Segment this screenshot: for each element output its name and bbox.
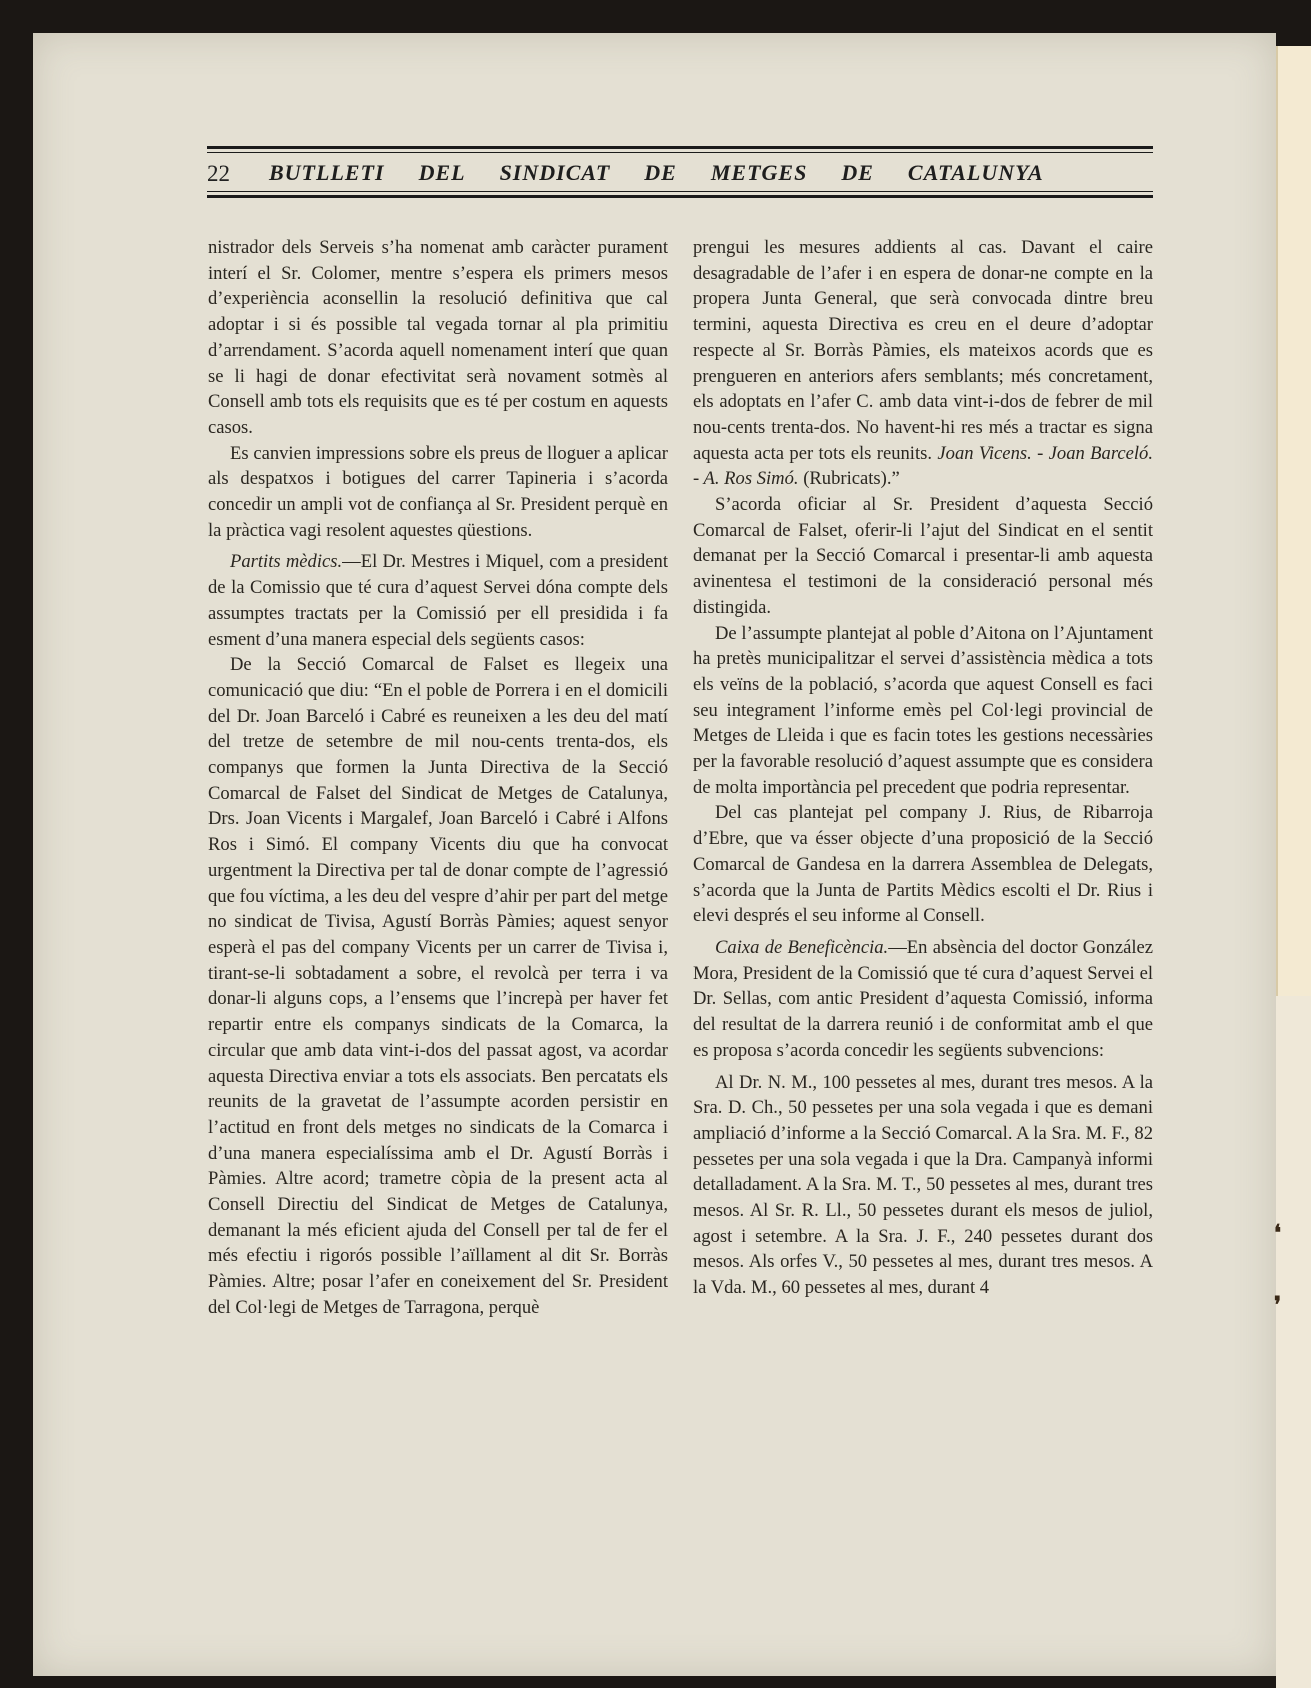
section-heading: Caixa de Beneficència. xyxy=(715,936,889,958)
title-word: SINDICAT xyxy=(499,160,611,185)
running-title xyxy=(269,160,1153,186)
right-column xyxy=(693,235,1153,1301)
margin-mark: ❛ xyxy=(1274,1220,1282,1245)
paragraph: De l’assumpte plantejat al poble d’Aitona on l’Ajuntament ha pretès municipalitzar el servei d’assistència mèdica a tots els veïns de la població, s’acorda que aquest Consell es faci seu integrament l’informe emès pel Col·legi provincial de Metges de Lleida i que es facin totes les gestions necessàries per la favorable resolució d’aquest assumpte que es considera de molta importància pel precedent que podria representar. xyxy=(693,622,1153,798)
paragraph xyxy=(693,935,1153,1064)
paragraph: Es canvien impressions sobre els preus de lloguer a aplicar als despatxos i botigues del carrer Tapineria i s’acorda concedir un ampli vot de confiança al Sr. President perquè en la pràctica vagi resolent aquestes qüestions. xyxy=(208,442,668,541)
running-header xyxy=(207,146,1153,200)
paragraph xyxy=(208,549,668,652)
header-rule-bottom xyxy=(207,195,1153,198)
title-word: METGES xyxy=(710,160,808,185)
title-word: DEL xyxy=(418,160,466,185)
paragraph: nistrador dels Serveis s’ha nomenat amb caràcter purament interí el Sr. Colomer, mentre s’espera els primers mesos d’experiència aconsellin la resolució definitiva que cal adoptar i si és possible tal vegada tornar al pla primitiu d’arrendament. S’acorda aquell nomenament interí que quan se li hagi de donar efectivitat serà novament sotmès al Consell amb tots els requisits que es té per costum en aquests casos. xyxy=(208,237,668,438)
paragraph-text: (Rubricats).” xyxy=(803,468,900,490)
paragraph xyxy=(693,235,1153,492)
margin-mark: ❜ xyxy=(1274,1292,1282,1317)
title-word: DE xyxy=(841,160,874,185)
left-column xyxy=(208,235,668,1321)
header-rule-bottom-thin xyxy=(207,191,1153,192)
paragraph: Al Dr. N. M., 100 pessetes al mes, durant tres mesos. A la Sra. D. Ch., 50 pessetes per una sola vegada i que es demani ampliació d’informe a la Secció Comarcal. A la Sra. M. F., 82 pessetes per una sola vegada i que la Dra. Campanyà informi detalladament. A la Sra. M. T., 50 pessetes al mes, durant tres mesos. Al Sr. R. Ll., 50 pessetes durant els mesos de juliol, agost i setembre. A la Sra. J. F., 240 pessetes durant dos mesos. Als orfes V., 50 pessetes al mes, durant tres mesos. A la Vda. M., 60 pessetes al mes, durant 4 xyxy=(693,1071,1153,1299)
title-word: CATALUNYA xyxy=(907,160,1044,185)
paragraph: Del cas plantejat pel company J. Rius, de Ribarroja d’Ebre, que va ésser objecte d’una proposició de la Secció Comarcal de Gandesa en la darrera Assemblea de Delegats, s’acorda que la Junta de Partits Mèdics escolti el Dr. Rius i elevi després el seu informe al Consell. xyxy=(693,802,1153,927)
page-number: 22 xyxy=(207,161,230,186)
header-rule-top-thin xyxy=(207,152,1153,153)
paragraph-text: —El Dr. Mestres i Miquel, com a president de la Comissio que té cura d’aquest Servei dóna compte dels assumptes tractats per la Comissió per ell presidida i fa esment d’una manera especial dels següents casos: xyxy=(208,551,668,650)
title-word: BUTLLETI xyxy=(269,160,385,185)
paragraph-text: prengui les mesures addients al cas. Davant el caire desagradable de l’afer i en espera de donar-ne compte en la propera Junta General, que serà convocada dintre breu termini, aquesta Directiva es creu en el deure d’adoptar respecte al Sr. Borràs Pàmies, els mateixos acords que es prengueren en anteriors afers semblants; més concretament, els adoptats en l’afer C. amb data vint-i-dos de febrer de mil nou-cents trenta-dos. No havent-hi res més a tractar es signa aquesta acta per tots els reunits. xyxy=(693,237,1153,464)
paragraph-text: —En absència del doctor González Mora, President de la Comissió que té cura d’aquest Servei el Dr. Sellas, com antic President d’aquesta Comissió, informa del resultat de la darrera reunió i de conformitat amb el que es proposa s’acorda concedir les següents subvencions: xyxy=(693,936,1154,1061)
signatures: Joan Vicens. - Joan Barceló. - A. Ros Simó. xyxy=(693,442,1153,490)
title-word: DE xyxy=(644,160,677,185)
header-rule-top xyxy=(207,146,1153,149)
section-heading: Partits mèdics. xyxy=(230,551,343,573)
paragraph: De la Secció Comarcal de Falset es llegeix una comunicació que diu: “En el poble de Porrera i en el domicili del Dr. Joan Barceló i Cabré es reuneixen a les deu del matí del tretze de setembre de mil nou-cents trenta-dos, els companys que formen la Junta Directiva de la Secció Comarcal de Falset del Sindicat de Metges de Catalunya, Drs. Joan Vicents i Margalef, Joan Barceló i Cabré i Alfons Ros i Simó. El company Vicents diu que ha convocat urgentment la Directiva per tal de donar compte de l’agressió que fou víctima, a les deu del vespre d’ahir per part del metge no sindicat de Tivisa, Agustí Borràs Pàmies; aquest senyor esperà el pas del company Vicents per un carrer de Tivisa i, tirant-se-li sobtadament a sobre, el revolcà per terra i va donar-li alguns cops, a l’ensems que l’increpà per haver fet repartir entre els companys sindicats de la Comarca, la circular que amb data vint-i-dos del passat agost, va acordar aquesta Directiva enviar a tots els associats. Ben percatats els reunits de la gravetat de l’assumpte acorden persistir en l’actitud en front dels metges no sindicats de la Comarca i d’una manera especialíssima amb el Dr. Agustí Borràs i Pàmies. Altre acord; trametre còpia de la present acta al Consell Directiu del Sindicat de Metges de Catalunya, demanant la més eficient ajuda del Consell per tal de fer el més efectiu i rigorós possible l’aïllament al dit Sr. Borràs Pàmies. Altre; posar l’afer en coneixement del Sr. President del Col·legi de Metges de Tarragona, perquè xyxy=(208,654,669,1318)
page-tab-edge xyxy=(1276,46,1311,996)
paragraph: S’acorda oficiar al Sr. President d’aquesta Secció Comarcal de Falset, oferir-li l’ajut del Sindicat en el sentit demanat per la Secció Comarcal i presentar-li amb aquesta avinentesa el testimoni de la consideració personal més distingida. xyxy=(693,494,1153,618)
